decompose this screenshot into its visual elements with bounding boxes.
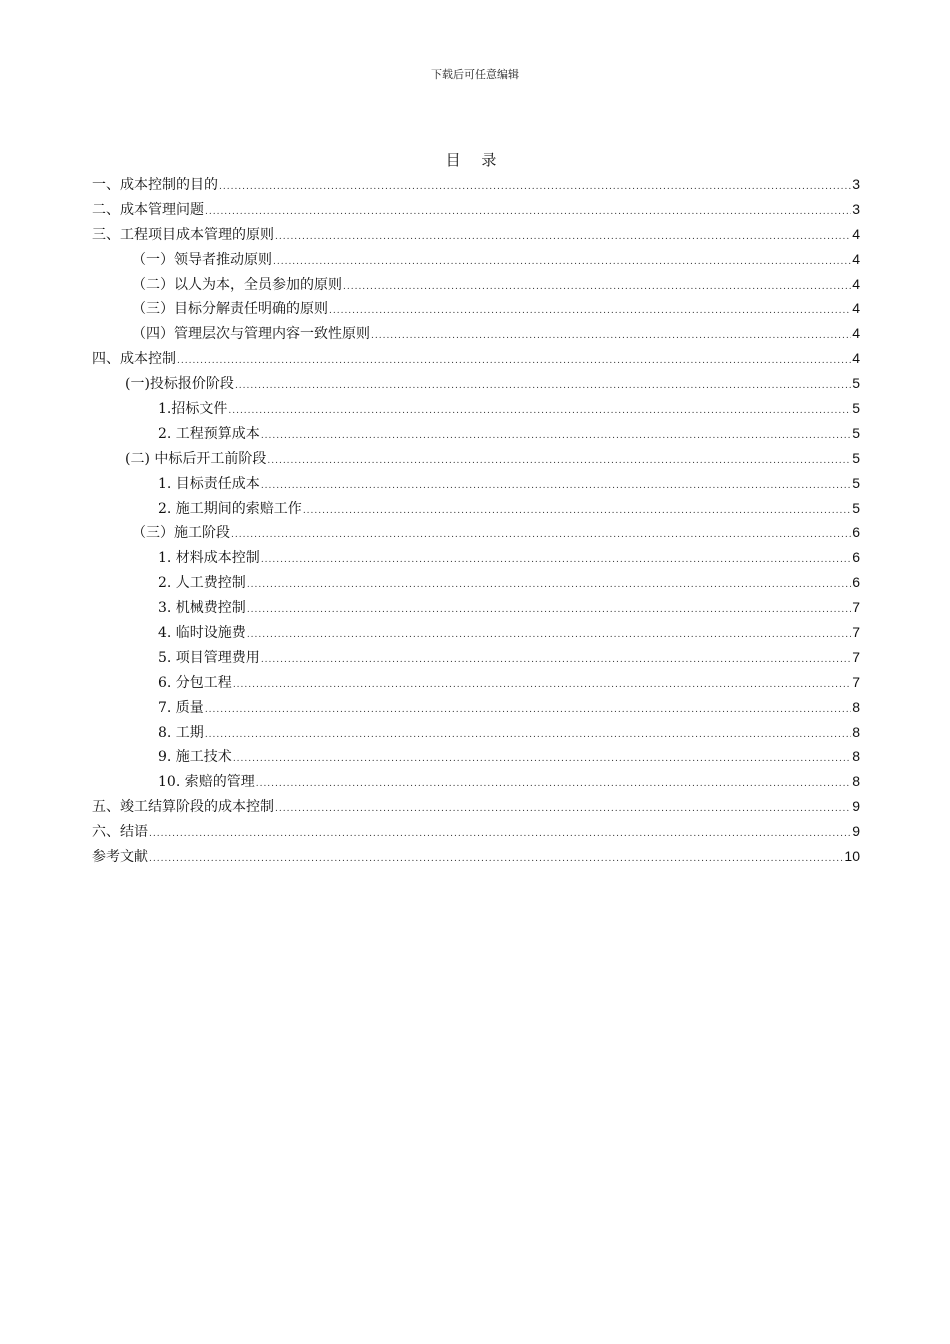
toc-entry-label: 六、结语 bbox=[92, 824, 148, 841]
toc-entry-page-number: 9 bbox=[852, 823, 860, 840]
toc-entry-label: 5. 项目管理费用 bbox=[158, 649, 260, 666]
toc-entry-label: 五、竣工结算阶段的成本控制 bbox=[92, 799, 274, 816]
toc-entry-label: (二) 中标后开工前阶段 bbox=[125, 450, 267, 467]
toc-entry-label: 二、成本管理问题 bbox=[92, 201, 204, 218]
table-of-contents bbox=[92, 172, 860, 869]
toc-leader-dots bbox=[149, 822, 851, 847]
toc-entry-page-number: 5 bbox=[852, 375, 860, 392]
toc-entry[interactable] bbox=[92, 720, 860, 745]
toc-entry-label: 3. 机械费控制 bbox=[158, 600, 246, 617]
toc-leader-dots bbox=[371, 324, 851, 349]
toc-leader-dots bbox=[275, 225, 851, 250]
toc-entry[interactable] bbox=[92, 321, 860, 346]
toc-entry-page-number: 5 bbox=[852, 499, 860, 516]
toc-entry[interactable] bbox=[92, 744, 860, 769]
toc-entry-page-number: 7 bbox=[852, 599, 860, 616]
toc-entry[interactable] bbox=[92, 570, 860, 595]
toc-entry[interactable] bbox=[92, 595, 860, 620]
toc-entry[interactable] bbox=[92, 620, 860, 645]
toc-entry-page-number: 5 bbox=[852, 400, 860, 417]
toc-entry-page-number: 8 bbox=[852, 773, 860, 790]
toc-entry-page-number: 7 bbox=[852, 648, 860, 665]
toc-leader-dots bbox=[205, 698, 851, 723]
toc-entry[interactable] bbox=[92, 844, 860, 869]
toc-entry[interactable] bbox=[92, 520, 860, 545]
toc-leader-dots bbox=[235, 374, 851, 399]
toc-entry[interactable] bbox=[92, 670, 860, 695]
toc-leader-dots bbox=[303, 499, 851, 524]
toc-entry[interactable] bbox=[92, 794, 860, 819]
toc-leader-dots bbox=[256, 772, 851, 797]
toc-leader-dots bbox=[247, 573, 851, 598]
toc-entry[interactable] bbox=[92, 421, 860, 446]
toc-entry-page-number: 8 bbox=[852, 723, 860, 740]
toc-entry[interactable] bbox=[92, 645, 860, 670]
toc-entry-label: 参考文献 bbox=[92, 849, 148, 866]
toc-leader-dots bbox=[228, 399, 851, 424]
toc-entry-page-number: 4 bbox=[852, 225, 860, 242]
toc-title: 目 录 bbox=[445, 151, 505, 169]
toc-leader-dots bbox=[261, 424, 851, 449]
toc-entry-page-number: 4 bbox=[852, 275, 860, 292]
toc-leader-dots bbox=[205, 200, 851, 225]
toc-entry-label: 9. 施工技术 bbox=[158, 749, 232, 766]
toc-leader-dots bbox=[267, 449, 851, 474]
toc-entry[interactable] bbox=[92, 446, 860, 471]
toc-entry-label: 1. 材料成本控制 bbox=[158, 550, 260, 567]
toc-leader-dots bbox=[261, 648, 851, 673]
toc-entry[interactable] bbox=[92, 272, 860, 297]
toc-leader-dots bbox=[149, 847, 843, 872]
toc-entry-page-number: 4 bbox=[852, 350, 860, 367]
toc-entry[interactable] bbox=[92, 296, 860, 321]
toc-leader-dots bbox=[329, 299, 851, 324]
toc-entry-label: 1. 目标责任成本 bbox=[158, 475, 260, 492]
toc-entry-page-number: 5 bbox=[852, 424, 860, 441]
toc-leader-dots bbox=[233, 673, 851, 698]
toc-entry-page-number: 6 bbox=[852, 574, 860, 591]
toc-entry[interactable] bbox=[92, 247, 860, 272]
toc-entry[interactable] bbox=[92, 545, 860, 570]
toc-entry-label: （四）管理层次与管理内容一致性原则 bbox=[132, 326, 370, 343]
toc-leader-dots bbox=[261, 548, 851, 573]
toc-entry-label: （二）以人为本，全员参加的原则 bbox=[132, 276, 342, 293]
header-note: 下载后可任意编辑 bbox=[431, 68, 519, 81]
toc-entry-label: 4. 临时设施费 bbox=[158, 625, 246, 642]
toc-entry-page-number: 6 bbox=[852, 524, 860, 541]
toc-leader-dots bbox=[247, 623, 851, 648]
toc-entry-label: 1.招标文件 bbox=[158, 401, 228, 418]
toc-entry-page-number: 5 bbox=[852, 474, 860, 491]
toc-entry[interactable] bbox=[92, 371, 860, 396]
toc-leader-dots bbox=[247, 598, 851, 623]
toc-entry-label: 三、工程项目成本管理的原则 bbox=[92, 226, 274, 243]
toc-entry[interactable] bbox=[92, 197, 860, 222]
toc-entry-page-number: 4 bbox=[852, 325, 860, 342]
toc-entry-label: 2. 工程预算成本 bbox=[158, 425, 260, 442]
toc-entry[interactable] bbox=[92, 222, 860, 247]
toc-leader-dots bbox=[177, 349, 851, 374]
toc-entry-label: 2. 施工期间的索赔工作 bbox=[158, 500, 302, 517]
toc-entry[interactable] bbox=[92, 695, 860, 720]
toc-leader-dots bbox=[205, 723, 851, 748]
toc-entry-page-number: 8 bbox=[852, 698, 860, 715]
toc-entry-page-number: 4 bbox=[852, 250, 860, 267]
toc-entry-label: 8. 工期 bbox=[158, 724, 204, 741]
toc-entry[interactable] bbox=[92, 172, 860, 197]
toc-entry-label: 一、成本控制的目的 bbox=[92, 177, 218, 193]
toc-leader-dots bbox=[233, 747, 851, 772]
toc-entry-label: （一）领导者推动原则 bbox=[132, 251, 272, 268]
toc-entry[interactable] bbox=[92, 819, 860, 844]
toc-leader-dots bbox=[261, 474, 851, 499]
toc-entry-page-number: 4 bbox=[852, 300, 860, 317]
toc-leader-dots bbox=[275, 797, 851, 822]
toc-entry-label: 2. 人工费控制 bbox=[158, 575, 246, 592]
toc-entry[interactable] bbox=[92, 346, 860, 371]
toc-entry-page-number: 9 bbox=[852, 798, 860, 815]
toc-entry-label: (一)投标报价阶段 bbox=[125, 376, 234, 393]
toc-entry[interactable] bbox=[92, 471, 860, 496]
toc-leader-dots bbox=[273, 250, 851, 275]
toc-entry-label: 四、成本控制 bbox=[92, 351, 176, 368]
toc-entry-page-number: 5 bbox=[852, 449, 860, 466]
toc-entry-page-number: 8 bbox=[852, 748, 860, 765]
toc-entry-page-number: 3 bbox=[852, 200, 860, 217]
toc-entry-page-number: 7 bbox=[852, 673, 860, 690]
toc-leader-dots bbox=[219, 175, 851, 200]
toc-entry-label: （三）目标分解责任明确的原则 bbox=[132, 301, 328, 318]
toc-leader-dots bbox=[343, 275, 851, 300]
toc-entry-label: （三）施工阶段 bbox=[132, 525, 230, 542]
toc-entry[interactable] bbox=[92, 496, 860, 521]
toc-entry-page-number: 3 bbox=[852, 176, 860, 192]
toc-entry-page-number: 7 bbox=[852, 624, 860, 641]
toc-entry[interactable] bbox=[92, 396, 860, 421]
toc-entry-page-number: 6 bbox=[852, 549, 860, 566]
toc-entry-page-number: 10 bbox=[844, 848, 860, 865]
toc-entry-label: 10. 索赔的管理 bbox=[158, 774, 255, 791]
toc-leader-dots bbox=[231, 523, 851, 548]
toc-entry[interactable] bbox=[92, 769, 860, 794]
toc-entry-label: 6. 分包工程 bbox=[158, 674, 232, 691]
toc-entry-label: 7. 质量 bbox=[158, 699, 204, 716]
